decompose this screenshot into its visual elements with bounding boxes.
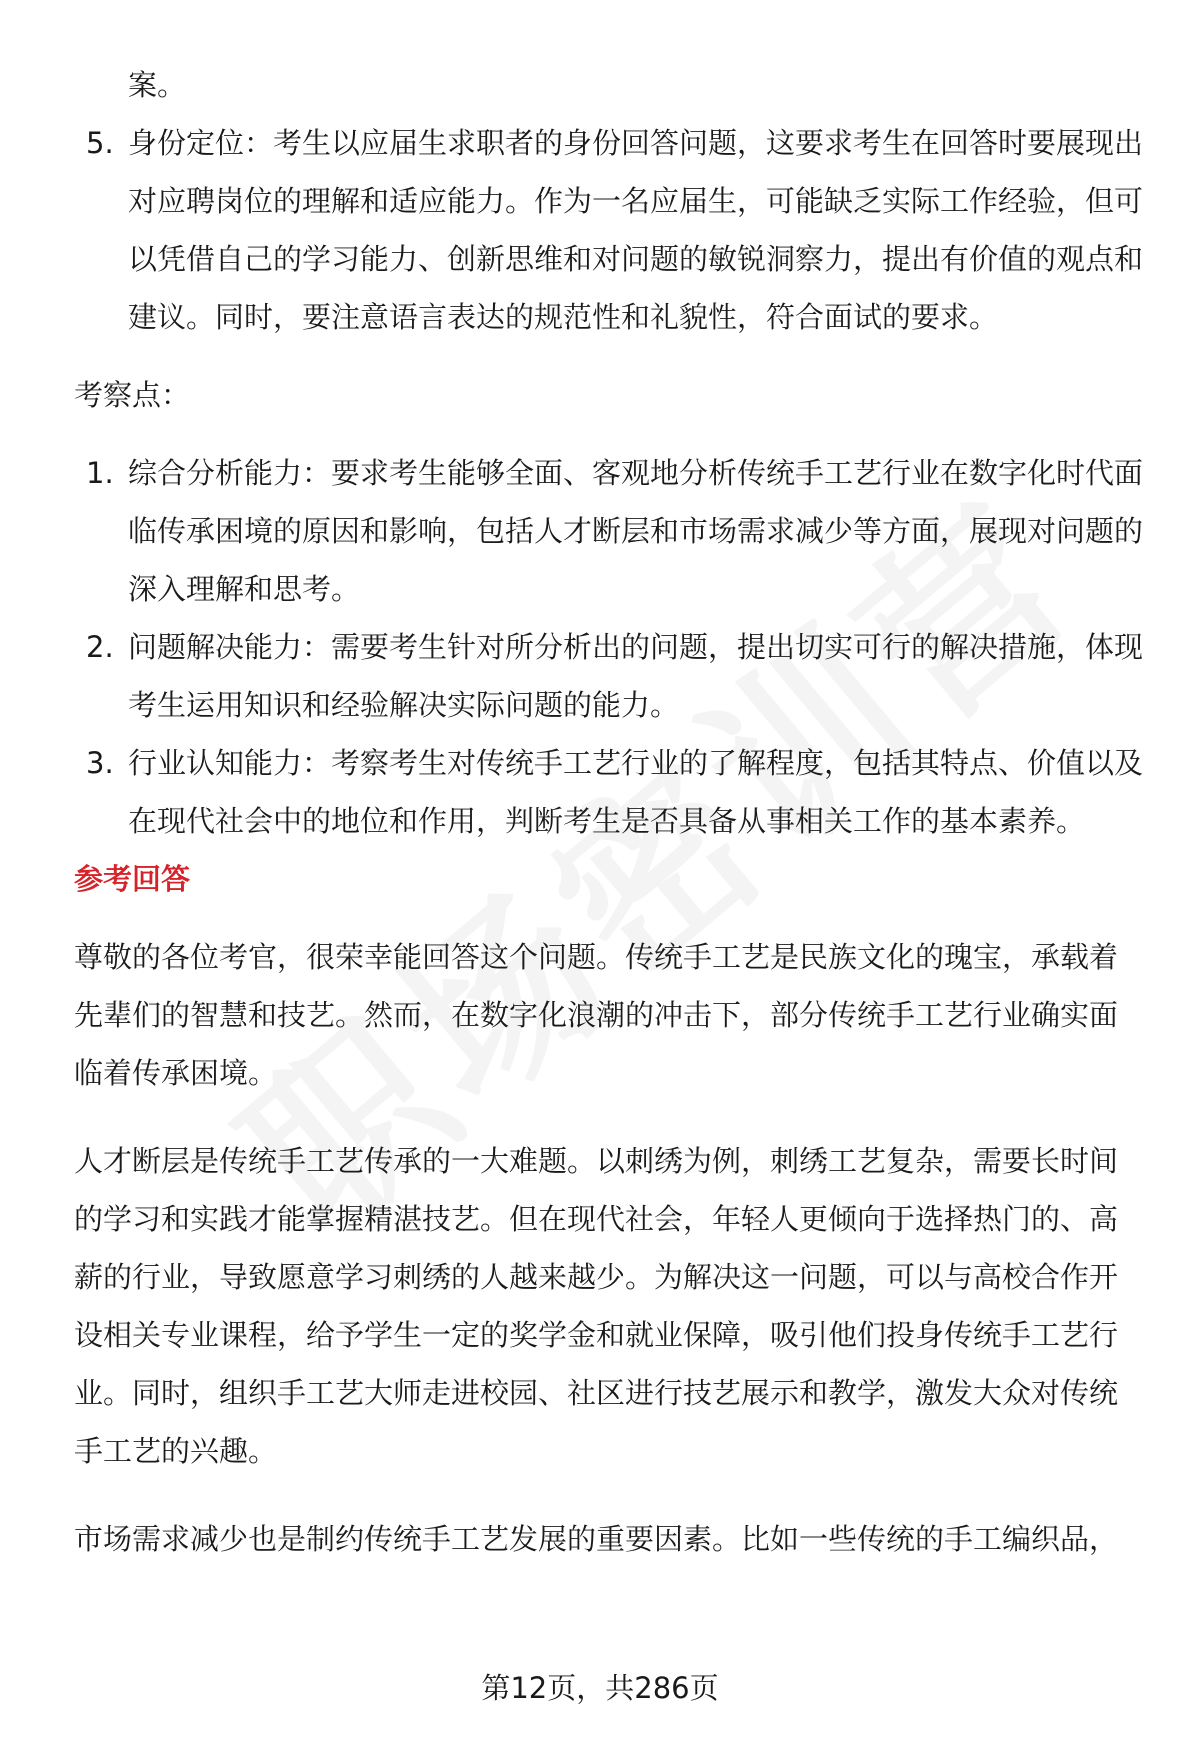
page-content: [74, 56, 1144, 1568]
list-item-text: 综合分析能力：要求考生能够全面、客观地分析传统手工艺行业在数字化时代面临传承困境的原因和影响，包括人才断层和市场需求减少等方面，展现对问题的深入理解和思考。: [128, 456, 1144, 606]
list-item-text: 问题解决能力：需要考生针对所分析出的问题，提出切实可行的解决措施，体现考生运用知识和经验解决实际问题的能力。: [128, 630, 1144, 722]
list-item: [74, 734, 1144, 850]
section-label: 考察点：: [74, 378, 191, 412]
assessment-points-list: [74, 444, 1144, 850]
answer-paragraph: 尊敬的各位考官，很荣幸能回答这个问题。传统手工艺是民族文化的瑰宝，承载着先辈们的智慧和技艺。然而，在数字化浪潮的冲击下，部分传统手工艺行业确实面临着传承困境。: [74, 940, 1119, 1090]
answer-heading: 参考回答: [74, 862, 191, 896]
list-item: [74, 444, 1144, 618]
continuation-text: 案。: [128, 68, 187, 102]
answer-paragraph: 市场需求减少也是制约传统手工艺发展的重要因素。比如一些传统的手工编织品，: [74, 1522, 1119, 1556]
list-item: [74, 114, 1144, 346]
list-item-text: 行业认知能力：考察考生对传统手工艺行业的了解程度，包括其特点、价值以及在现代社会中的地位和作用，判断考生是否具备从事相关工作的基本素养。: [128, 746, 1144, 838]
list-item-number: 2.: [86, 630, 114, 664]
list-item-number: 3.: [86, 746, 114, 780]
list-item-text: 身份定位：考生以应届生求职者的身份回答问题，这要求考生在回答时要展现出对应聘岗位的理解和适应能力。作为一名应届生，可能缺乏实际工作经验，但可以凭借自己的学习能力、创新思维和对问题的敏锐洞察力，提出有价值的观点和建议。同时，要注意语言表达的规范性和礼貌性，符合面试的要求。: [128, 126, 1144, 334]
list-item-number: 1.: [86, 456, 114, 490]
page-number-footer: 第12页，共286页: [481, 1671, 719, 1705]
list-item-number: 5.: [86, 126, 114, 160]
list-item: [74, 618, 1144, 734]
requirement-list: [74, 114, 1144, 346]
answer-paragraph: 人才断层是传统手工艺传承的一大难题。以刺绣为例，刺绣工艺复杂，需要长时间的学习和实践才能掌握精湛技艺。但在现代社会，年轻人更倾向于选择热门的、高薪的行业，导致愿意学习刺绣的人越来越少。为解决这一问题，可以与高校合作开设相关专业课程，给予学生一定的奖学金和就业保障，吸引他们投身传统手工艺行业。同时，组织手工艺大师走进校园、社区进行技艺展示和教学，激发大众对传统手工艺的兴趣。: [74, 1144, 1119, 1468]
